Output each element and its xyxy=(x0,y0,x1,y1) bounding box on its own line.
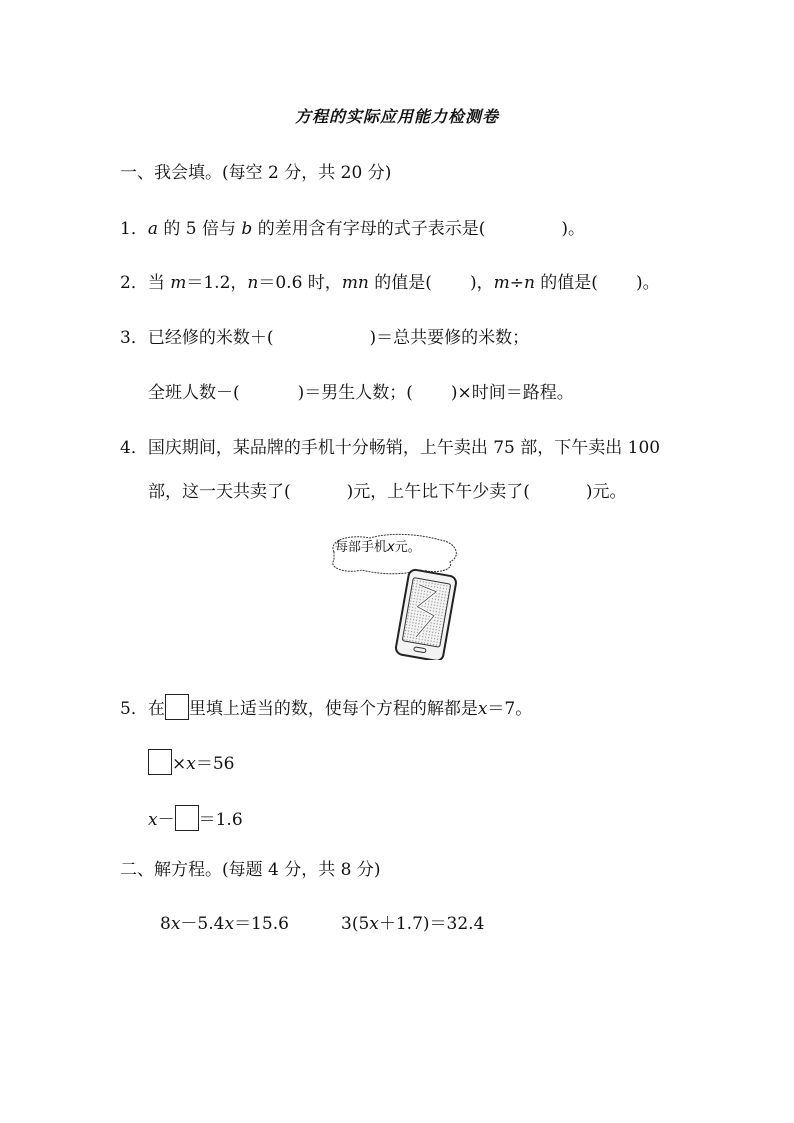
question-3-line-1 xyxy=(120,325,529,351)
bubble-variable: x xyxy=(387,540,395,555)
variable-x: x xyxy=(170,914,181,934)
question-text: ＝1.2， xyxy=(186,273,248,293)
equation-5-1 xyxy=(148,749,234,777)
variable-b: b xyxy=(241,219,253,239)
question-text: 当 xyxy=(147,273,171,293)
variable-x: x xyxy=(369,914,379,934)
variable-m: m xyxy=(170,273,187,293)
question-number: 1． xyxy=(120,219,148,239)
equation-text: × xyxy=(172,754,187,774)
question-text: ÷ xyxy=(509,273,524,293)
question-text: 的 5 倍与 xyxy=(157,219,242,239)
question-text: )元。 xyxy=(585,482,627,502)
phone-illustration xyxy=(320,530,470,660)
section-two-heading: 二、解方程。(每题 4 分，共 8 分) xyxy=(120,860,381,880)
answer-box[interactable] xyxy=(148,749,172,775)
question-text: 在 xyxy=(147,699,165,719)
variable-x: x xyxy=(148,810,158,830)
answer-box[interactable] xyxy=(175,805,199,831)
variable-x: x xyxy=(186,754,196,774)
question-number: 3． xyxy=(120,328,148,348)
variable-n: n xyxy=(523,273,535,293)
bubble-text: 元。 xyxy=(394,540,421,555)
question-5 xyxy=(120,694,532,722)
equation-text: ＋1.7)＝32.4 xyxy=(378,914,485,934)
question-text: 国庆期间，某品牌的手机十分畅销，上午卖出 75 部，下午卖出 100 xyxy=(147,438,661,458)
variable-x: x xyxy=(224,914,235,934)
page-title: 方程的实际应用能力检测卷 xyxy=(294,107,499,126)
question-text: ＝0.6 时， xyxy=(258,273,342,293)
question-text: )元，上午比下午少卖了( xyxy=(346,482,530,502)
question-number: 2． xyxy=(120,273,148,293)
variable-a: a xyxy=(147,219,158,239)
section-one-heading: 一、我会填。(每空 2 分，共 20 分) xyxy=(120,163,392,183)
equation-text: ＝15.6 xyxy=(234,914,289,934)
equation-text: ＝1.6 xyxy=(198,810,243,830)
question-text: )×时间＝路程。 xyxy=(450,383,574,403)
question-number: 4． xyxy=(120,438,148,458)
question-text: )， xyxy=(469,273,494,293)
variable-n: n xyxy=(247,273,259,293)
equation-text: 3(5 xyxy=(341,914,370,934)
question-text: ＝7。 xyxy=(487,699,533,719)
variable-m: m xyxy=(493,273,510,293)
question-text: 里填上适当的数，使每个方程的解都是 xyxy=(188,699,478,719)
question-number: 5． xyxy=(120,699,148,719)
question-text: )＝男生人数；( xyxy=(297,383,413,403)
equation-2-2 xyxy=(341,911,484,937)
question-3-line-2 xyxy=(148,380,574,406)
variable-mn: mn xyxy=(341,273,369,293)
question-4-line-2 xyxy=(148,479,627,505)
question-1 xyxy=(120,216,585,242)
question-text: )。 xyxy=(635,273,660,293)
equation-text: －5.4 xyxy=(180,914,225,934)
question-text: )＝总共要修的米数； xyxy=(369,328,530,348)
answer-box[interactable] xyxy=(165,694,189,720)
equation-text: ＝56 xyxy=(195,754,235,774)
equation-2-1 xyxy=(160,911,289,937)
question-text: )。 xyxy=(561,219,585,239)
bubble-text: 每部手机 xyxy=(335,540,388,555)
equation-text: 8 xyxy=(160,914,171,934)
equation-5-2 xyxy=(148,805,243,833)
question-text: 的差用含有字母的式子表示是( xyxy=(252,219,486,239)
variable-x: x xyxy=(477,699,488,719)
phone-speech-bubble xyxy=(335,540,421,556)
equation-text: － xyxy=(157,810,175,830)
question-text: 的值是( xyxy=(534,273,598,293)
question-text: 全班人数－( xyxy=(148,383,240,403)
question-text: 部，这一天共卖了( xyxy=(148,482,291,502)
question-4-line-1 xyxy=(120,435,660,461)
question-text: 已经修的米数＋( xyxy=(147,328,274,348)
question-text: 的值是( xyxy=(368,273,432,293)
question-2 xyxy=(120,270,660,296)
